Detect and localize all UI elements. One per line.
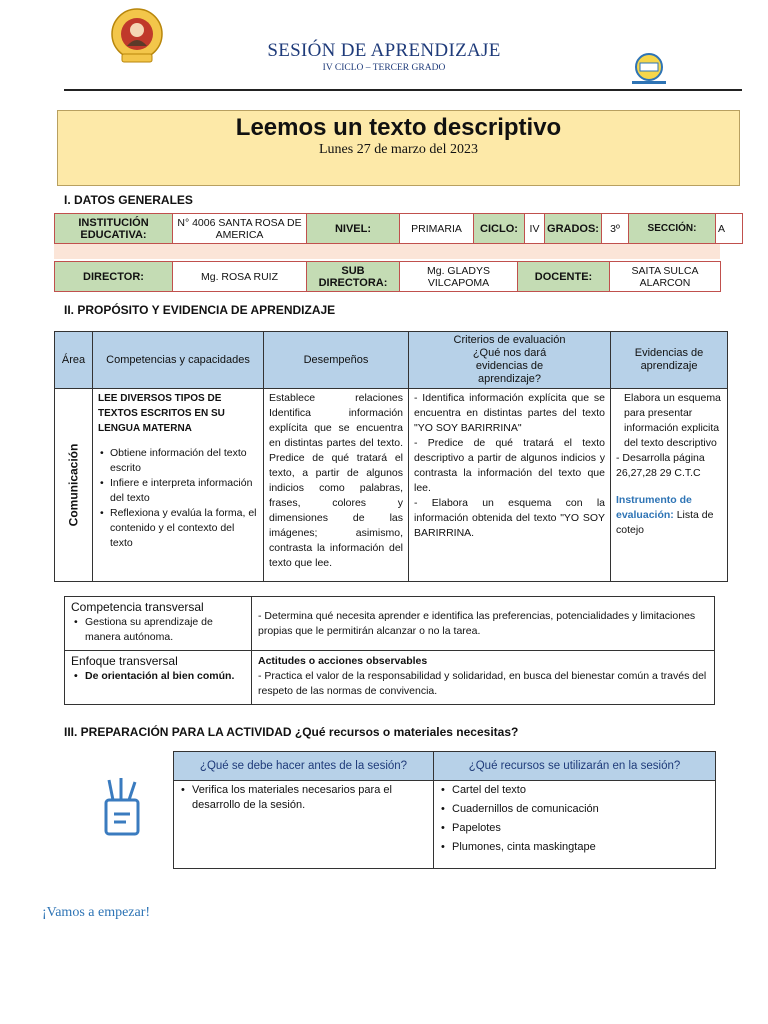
enfoque-transversal-title: Enfoque transversal xyxy=(71,654,178,668)
grados-label: GRADOS: xyxy=(545,214,602,244)
institucion-value: N° 4006 SANTA ROSA DE AMERICA xyxy=(173,214,307,244)
antes-item: • Verifica los materiales necesarios para el desarrollo de la sesión. xyxy=(180,783,427,813)
ciclo-value: IV xyxy=(525,214,545,244)
evidencia-item: - Desarrolla página 26,27,28 29 C.T.C xyxy=(616,452,705,479)
section-heading-datos: I. DATOS GENERALES xyxy=(64,193,193,207)
competencia-transversal-title: Competencia transversal xyxy=(71,600,204,614)
session-date: Lunes 27 de marzo del 2023 xyxy=(318,142,478,157)
criterio-item: - Elabora un esquema con la información obtenida del texto "YO SOY BARIRRINA. xyxy=(414,497,605,539)
transversal-table xyxy=(64,596,715,705)
closing-message: ¡Vamos a empezar! xyxy=(42,905,151,920)
evidencia-item: Elabora un esquema para presentar información explicita del texto descriptivo xyxy=(624,392,721,449)
criterio-item: - Predice de qué tratará el texto descriptivo a partir de algunos indicios y contrasta la información del texto que lee. xyxy=(414,437,605,494)
capacidades-list xyxy=(98,446,258,551)
docente-value: SAITA SULCA ALARCON xyxy=(610,262,721,292)
header-evidencias: Evidencias de aprendizaje xyxy=(611,332,728,389)
antes-header: ¿Qué se debe hacer antes de la sesión? xyxy=(174,752,434,781)
capacidad-item: • Reflexiona y evalúa la forma, el contenido y el contexto del texto xyxy=(98,506,258,551)
enfoque-transversal-item: • De orientación al bien común. xyxy=(71,669,245,684)
director-value: Mg. ROSA RUIZ xyxy=(173,262,307,292)
director-label: DIRECTOR: xyxy=(55,262,173,292)
competencia-transversal-item: • Gestiona su aprendizaje de manera autónoma. xyxy=(71,615,245,645)
area-label: Comunicación xyxy=(66,443,80,527)
competencia-transversal-desc: - Determina qué necesita aprender e identifica las preferencias, potencialidades y limitaciones propias que le permitirán alcanzar o no la tarea. xyxy=(252,597,715,651)
session-title: Leemos un texto descriptivo xyxy=(235,114,562,141)
nivel-value: PRIMARIA xyxy=(400,214,474,244)
header-competencias: Competencias y capacidades xyxy=(93,332,264,389)
header-divider xyxy=(64,89,742,91)
recurso-item: • Cartel del texto xyxy=(440,783,709,798)
competencias-cell xyxy=(93,389,264,582)
pencil-cup-icon xyxy=(99,776,145,838)
recursos-table xyxy=(173,751,716,869)
session-banner xyxy=(57,110,740,186)
nivel-label: NIVEL: xyxy=(307,214,400,244)
criterio-item: - Identifica información explícita que se encuentra en distintas partes del texto "YO SOY BARIRRINA" xyxy=(414,392,605,434)
drec-logo xyxy=(628,52,670,86)
proposito-table xyxy=(54,331,728,582)
docente-label: DOCENTE: xyxy=(518,262,610,292)
competencia-title: LEE DIVERSOS TIPOS DE TEXTOS ESCRITOS EN SU LENGUA MATERNA xyxy=(98,393,225,434)
datos-row-2 xyxy=(54,261,721,292)
document-title: SESIÓN DE APRENDIZAJE xyxy=(267,40,501,61)
seccion-value: A xyxy=(716,214,743,244)
recurso-item: • Plumones, cinta maskingtape xyxy=(440,840,709,855)
capacidad-item: • Obtiene información del texto escrito xyxy=(98,446,258,476)
section-heading-proposito: II. PROPÓSITO Y EVIDENCIA DE APRENDIZAJE xyxy=(64,303,336,317)
area-cell xyxy=(55,389,93,582)
recurso-item: • Cuadernillos de comunicación xyxy=(440,802,709,817)
recursos-header: ¿Qué recursos se utilizarán en la sesión? xyxy=(434,752,716,781)
criterios-cell xyxy=(409,389,611,582)
seccion-label: SECCIÓN: xyxy=(629,214,716,244)
school-logo xyxy=(100,8,174,64)
grados-value: 3º xyxy=(602,214,629,244)
actitudes-desc: - Practica el valor de la responsabilidad y solidaridad, en busca del bienestar común a través del respeto de las normas de convivencia. xyxy=(258,670,707,697)
instrumento-value: Lista de cotejo xyxy=(616,509,714,536)
evidencias-cell xyxy=(611,389,728,582)
desempeno-text: Establece relaciones Identifica información explícita que se encuentra en distintas partes del texto. Predice de qué tratará el texto, a partir de algunos indicios como palabras, frases, colores y dimensiones de las imágenes; asimismo, contrasta la información del texto que lee. xyxy=(264,389,409,582)
header-area: Área xyxy=(55,332,93,389)
ciclo-label: CICLO: xyxy=(474,214,525,244)
capacidad-item: • Infiere e interpreta información del texto xyxy=(98,476,258,506)
actitudes-title: Actitudes o acciones observables xyxy=(258,655,428,667)
subdirectora-label: SUB DIRECTORA: xyxy=(307,262,400,292)
separator-strip xyxy=(54,244,720,259)
document-subtitle: IV CICLO – TERCER GRADO xyxy=(322,63,446,73)
header-criterios: Criterios de evaluación ¿Qué nos dará evidencias de aprendizaje? xyxy=(409,332,611,389)
instrumento-label: Instrumento de evaluación: xyxy=(616,494,692,521)
section-heading-preparacion: III. PREPARACIÓN PARA LA ACTIVIDAD ¿Qué recursos o materiales necesitas? xyxy=(64,725,519,739)
datos-row-1 xyxy=(54,213,743,244)
header-desempenos: Desempeños xyxy=(264,332,409,389)
recurso-item: • Papelotes xyxy=(440,821,709,836)
subdirectora-value: Mg. GLADYS VILCAPOMA xyxy=(400,262,518,292)
institucion-label: INSTITUCIÓN EDUCATIVA: xyxy=(55,214,173,244)
